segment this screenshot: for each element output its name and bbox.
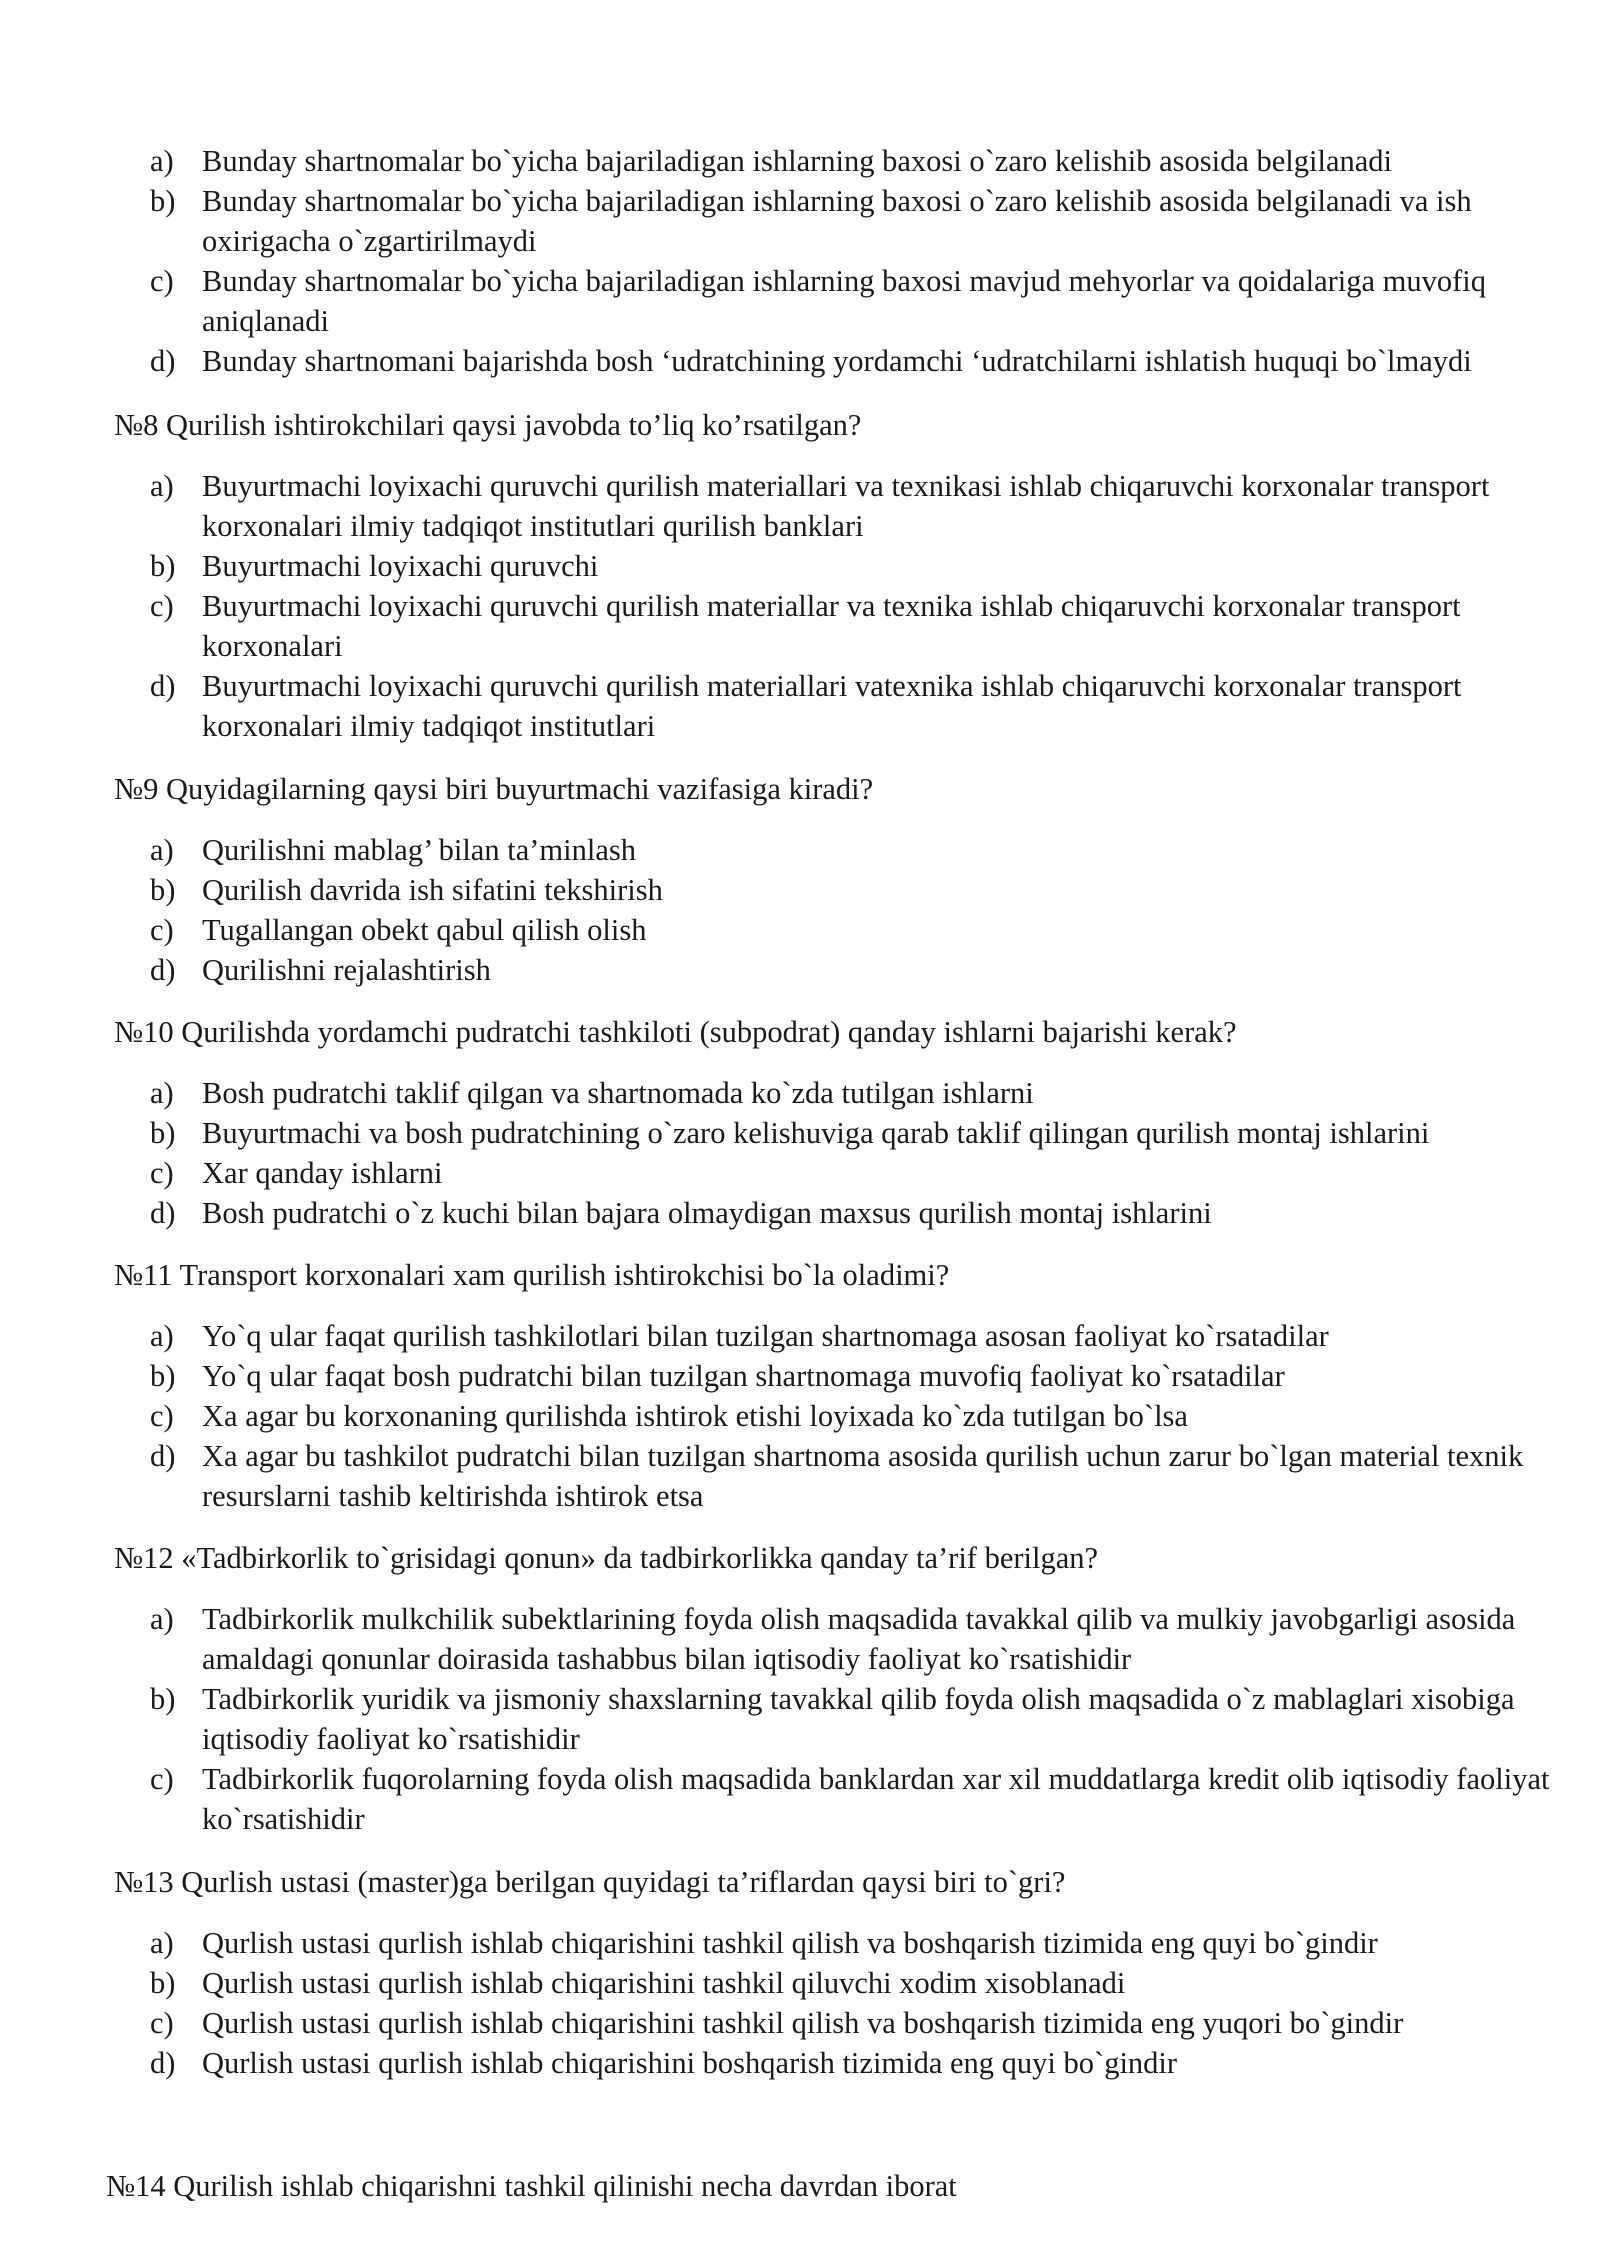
answer-options [150,1923,1550,2083]
answer-option [150,830,1550,870]
option-text: Bunday shartnomalar bo`yicha bajariladigan ishlarning baxosi o`zaro kelishib asosida belgilanadi [202,144,1393,178]
option-text: Qurilish davrida ish sifatini tekshirish [202,873,663,907]
answer-option [150,1599,1550,1679]
answer-option [150,1396,1550,1436]
answer-option [150,466,1550,546]
option-text: Qurlish ustasi qurlish ishlab chiqarishini tashkil qilish va boshqarish tizimida eng quyi bo`gindir [202,1926,1378,1960]
option-text: Tugallangan obekt qabul qilish olish [202,913,647,947]
option-text: Yo`q ular faqat bosh pudratchi bilan tuzilgan shartnomaga muvofiq faoliyat ko`rsatadilar [202,1359,1285,1393]
question-14: №14 Qurilish ishlab chiqarishni tashkil qilinishi necha davrdan iborat [106,2169,957,2203]
answer-option [150,950,1550,990]
option-letter: d) [150,953,176,987]
question-12: №12 «Tadbirkorlik to`grisidagi qonun» da tadbirkorlikka qanday ta’rif berilgan? [114,1541,1099,1575]
answer-option [150,666,1550,746]
option-text: Tadbirkorlik fuqorolarning foyda olish maqsadida banklardan xar xil muddatlarga kredit olib iqtisodiy faoliyat ko`rsatishidir [202,1762,1550,1836]
answer-option [150,1113,1550,1153]
option-text: Xa agar bu korxonaning qurilishda ishtirok etishi loyixada ko`zda tutilgan bo`lsa [202,1399,1188,1433]
question-13: №13 Qurlish ustasi (master)ga berilgan quyidagi ta’riflardan qaysi biri to`gri? [114,1865,1066,1899]
answer-options [150,1316,1550,1516]
option-letter: a) [150,833,174,867]
option-letter: a) [150,144,174,178]
option-letter: b) [150,1966,176,2000]
option-text: Bosh pudratchi taklif qilgan va shartnomada ko`zda tutilgan ishlarni [202,1076,1034,1110]
option-text: Xar qanday ishlarni [202,1156,443,1190]
answer-option [150,1436,1550,1516]
answer-option [150,1153,1550,1193]
answer-option [150,1923,1550,1963]
option-text: Tadbirkorlik yuridik va jismoniy shaxslarning tavakkal qilib foyda olish maqsadida o`z mablaglari xisobiga iqtisodiy faoliyat ko`rsatishidir [202,1682,1515,1756]
option-text: Buyurtmachi loyixachi quruvchi qurilish materiallar va texnika ishlab chiqaruvchi korxonalar transport korxonalari [202,589,1461,663]
answer-option [150,1073,1550,1113]
option-text: Yo`q ular faqat qurilish tashkilotlari bilan tuzilgan shartnomaga asosan faoliyat ko`rsatadilar [202,1319,1329,1353]
answer-option [150,1193,1550,1233]
answer-option [150,2003,1550,2043]
answer-options [150,1073,1550,1233]
option-letter: c) [150,2006,174,2040]
option-letter: a) [150,1076,174,1110]
answer-option [150,181,1550,261]
option-letter: c) [150,1156,174,1190]
option-text: Qurilishni rejalashtirish [202,953,491,987]
option-letter: c) [150,1762,174,1796]
option-text: Qurlish ustasi qurlish ishlab chiqarishini tashkil qilish va boshqarish tizimida eng yuqori bo`gindir [202,2006,1404,2040]
option-text: Qurlish ustasi qurlish ishlab chiqarishini tashkil qiluvchi xodim xisoblanadi [202,1966,1126,2000]
answer-options [150,1599,1550,1839]
option-text: Qurilishni mablag’ bilan ta’minlash [202,833,636,867]
answer-option [150,141,1550,181]
option-text: Bunday shartnomani bajarishda bosh ‘udratchining yordamchi ‘udratchilarni ishlatish huquqi bo`lmaydi [202,344,1472,378]
option-letter: b) [150,873,176,907]
answer-option [150,546,1550,586]
question-9: №9 Quyidagilarning qaysi biri buyurtmachi vazifasiga kiradi? [114,772,874,806]
option-letter: b) [150,1682,176,1716]
question-10: №10 Qurilishda yordamchi pudratchi tashkiloti (subpodrat) qanday ishlarni bajarishi kerak? [114,1015,1237,1049]
option-letter: c) [150,264,174,298]
option-letter: d) [150,2046,176,2080]
answer-option [150,1316,1550,1356]
option-letter: d) [150,1439,176,1473]
option-letter: d) [150,669,176,703]
question-11: №11 Transport korxonalari xam qurilish ishtirokchisi bo`la oladimi? [114,1258,950,1292]
answer-option [150,1356,1550,1396]
option-text: Xa agar bu tashkilot pudratchi bilan tuzilgan shartnoma asosida qurilish uchun zarur bo`lgan material texnik resurslarni tashib keltirishda ishtirok etsa [202,1439,1524,1513]
answer-options [150,466,1550,746]
option-letter: b) [150,184,176,218]
option-text: Buyurtmachi va bosh pudratchining o`zaro kelishuviga qarab taklif qilingan qurilish montaj ishlarini [202,1116,1430,1150]
option-letter: a) [150,1319,174,1353]
option-text: Bosh pudratchi o`z kuchi bilan bajara olmaydigan maxsus qurilish montaj ishlarini [202,1196,1212,1230]
answer-option [150,1963,1550,2003]
answer-option [150,2043,1550,2083]
option-letter: b) [150,549,176,583]
option-letter: d) [150,1196,176,1230]
option-text: Buyurtmachi loyixachi quruvchi qurilish materiallari vatexnika ishlab chiqaruvchi korxonalar transport korxonalari ilmiy tadqiqot institutlari [202,669,1462,743]
option-letter: c) [150,1399,174,1433]
answer-option [150,1679,1550,1759]
option-letter: a) [150,1926,174,1960]
option-letter: d) [150,344,176,378]
answer-option [150,586,1550,666]
option-letter: b) [150,1116,176,1150]
answer-option [150,261,1550,341]
option-text: Buyurtmachi loyixachi quruvchi [202,549,599,583]
option-letter: a) [150,1602,174,1636]
option-letter: b) [150,1359,176,1393]
option-letter: c) [150,589,174,623]
option-text: Bunday shartnomalar bo`yicha bajariladigan ishlarning baxosi mavjud mehyorlar va qoidalariga muvofiq aniqlanadi [202,264,1487,338]
option-text: Qurlish ustasi qurlish ishlab chiqarishini boshqarish tizimida eng quyi bo`gindir [202,2046,1178,2080]
answer-option [150,870,1550,910]
answer-option [150,341,1550,381]
answer-options [150,141,1550,381]
answer-option [150,910,1550,950]
answer-options [150,830,1550,990]
question-8: №8 Qurilish ishtirokchilari qaysi javobda to’liq ko’rsatilgan? [114,408,862,442]
option-text: Bunday shartnomalar bo`yicha bajariladigan ishlarning baxosi o`zaro kelishib asosida belgilanadi va ish oxirigacha o`zgartirilmaydi [202,184,1472,258]
option-letter: c) [150,913,174,947]
option-text: Buyurtmachi loyixachi quruvchi qurilish materiallari va texnikasi ishlab chiqaruvchi korxonalar transport korxonalari ilmiy tadqiqot institutlari qurilish banklari [202,469,1490,543]
answer-option [150,1759,1550,1839]
option-letter: a) [150,469,174,503]
option-text: Tadbirkorlik mulkchilik subektlarining foyda olish maqsadida tavakkal qilib va mulkiy javobgarligi asosida amaldagi qonunlar doirasida tashabbus bilan iqtisodiy faoliyat ko`rsatishidir [202,1602,1516,1676]
